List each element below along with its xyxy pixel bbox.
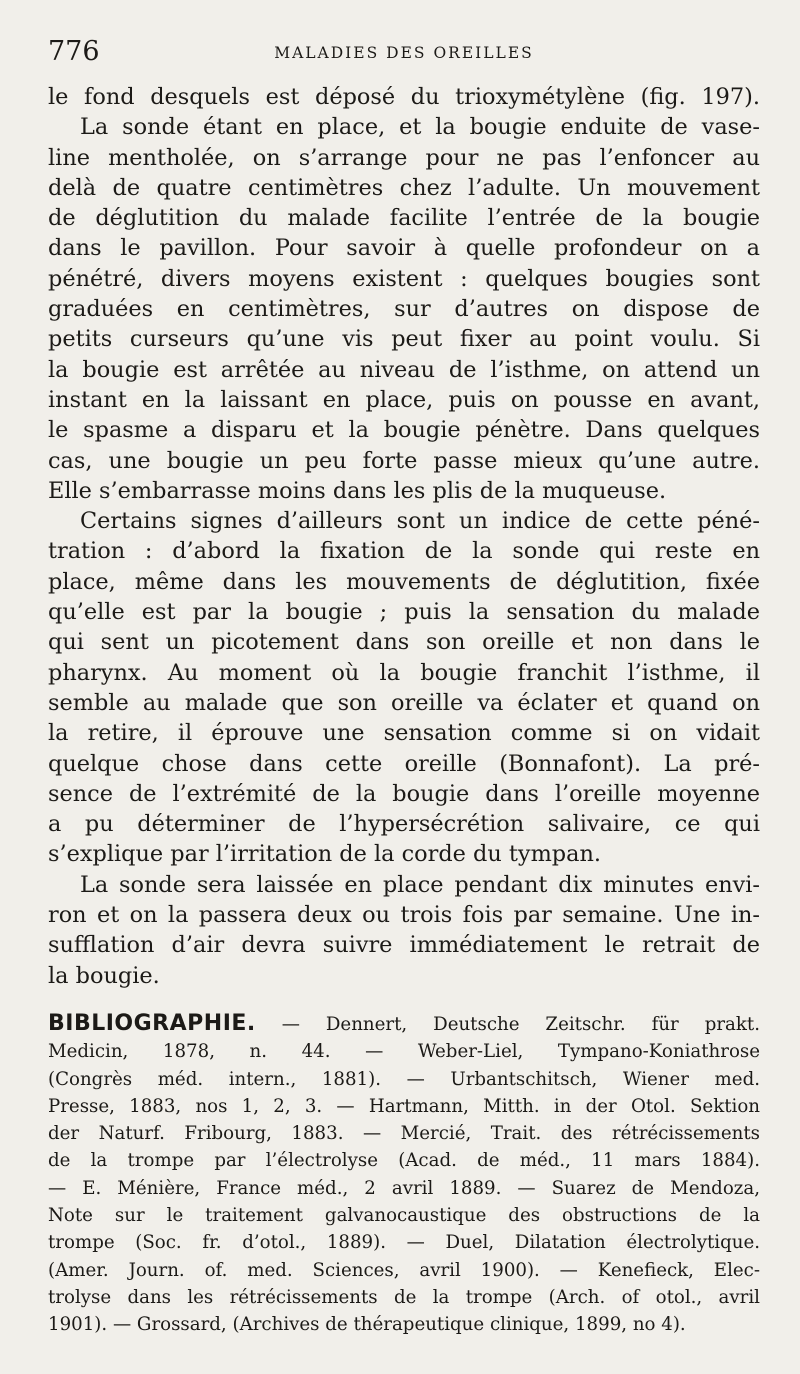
bibliography-line: 1901). — Grossard, (Archives de thérapeutique clinique, 1899, no 4). (48, 1314, 686, 1336)
text-line: place, même dans les mouvements de déglutition, fixée (48, 568, 760, 595)
bibliography-line: der Naturf. Fribourg, 1883. — Mercié, Trait. des rétrécissements (48, 1123, 760, 1145)
bibliography-heading: BIBLIOGRAPHIE. (48, 1011, 256, 1036)
body-text (48, 82, 760, 991)
text-line: sufflation d’air devra suivre immédiatement le retrait de (48, 932, 760, 959)
text-line: sence de l’extrémité de la bougie dans l’oreille moyenne (48, 780, 760, 807)
bibliography-line: de la trompe par l’électrolyse (Acad. de méd., 11 mars 1884). (48, 1150, 760, 1172)
bibliography-line: Presse, 1883, nos 1, 2, 3. — Hartmann, Mitth. in der Otol. Sektion (48, 1095, 760, 1117)
bibliography-first-line-rest: — Dennert, Deutsche Zeitschr. für prakt. (255, 1014, 760, 1035)
text-line: a pu déterminer de l’hypersécrétion salivaire, ce qui (48, 811, 760, 838)
bibliography-line: Medicin, 1878, n. 44. — Weber-Liel, Tympano-Koniathrose (48, 1041, 760, 1063)
text-line: Elle s’embarrasse moins dans les plis de la muqueuse. (48, 477, 667, 504)
bibliography-lines (48, 1038, 760, 1338)
text-line: quelque chose dans cette oreille (Bonnafont). La pré- (48, 750, 760, 777)
running-title: MALADIES DES OREILLES (274, 44, 534, 62)
text-line: la bougie. (48, 962, 160, 989)
bibliography-line: Note sur le traitement galvanocaustique des obstructions de la (48, 1205, 760, 1227)
text-line: pharynx. Au moment où la bougie franchit l’isthme, il (48, 659, 760, 686)
text-line: instant en la laissant en place, puis on pousse en avant, (48, 386, 760, 413)
text-line: La sonde sera laissée en place pendant dix minutes envi- (80, 871, 760, 898)
bibliography-line: — E. Ménière, France méd., 2 avril 1889. — Suarez de Mendoza, (48, 1177, 760, 1199)
page-header (48, 36, 760, 76)
text-line: ron et on la passera deux ou trois fois par semaine. Une in- (48, 902, 760, 929)
text-line: petits curseurs qu’une vis peut fixer au point voulu. Si (48, 326, 760, 353)
text-line: qu’elle est par la bougie ; puis la sensation du malade (48, 599, 760, 626)
text-line: Certains signes d’ailleurs sont un indice de cette péné- (80, 508, 760, 535)
bibliography-line: trolyse dans les rétrécissements de la trompe (Arch. of otol., avril (48, 1286, 760, 1308)
text-line: La sonde étant en place, et la bougie enduite de vase- (80, 114, 760, 141)
page-number: 776 (48, 36, 100, 67)
text-line: pénétré, divers moyens existent : quelques bougies sont (48, 265, 760, 292)
text-line: le spasme a disparu et la bougie pénètre. Dans quelques (48, 417, 760, 444)
text-line: tration : d’abord la fixation de la sonde qui reste en (48, 538, 760, 565)
bibliography-first-line (48, 1010, 760, 1038)
bibliography-line: (Amer. Journ. of. med. Sciences, avril 1900). — Kenefieck, Elec- (48, 1259, 760, 1281)
bibliography (48, 1010, 760, 1339)
text-line: la bougie est arrêtée au niveau de l’isthme, on attend un (48, 356, 760, 383)
text-line: line mentholée, on s’arrange pour ne pas l’enfoncer au (48, 144, 760, 171)
text-line: de déglutition du malade facilite l’entrée de la bougie (48, 205, 760, 232)
text-line: qui sent un picotement dans son oreille et non dans le (48, 629, 760, 656)
text-line: semble au malade que son oreille va éclater et quand on (48, 689, 760, 716)
bibliography-line: (Congrès méd. intern., 1881). — Urbantschitsch, Wiener med. (48, 1068, 760, 1090)
text-line: la retire, il éprouve une sensation comme si on vidait (48, 720, 760, 747)
bibliography-line: trompe (Soc. fr. d’otol., 1889). — Duel, Dilatation électrolytique. (48, 1232, 760, 1254)
text-line: delà de quatre centimètres chez l’adulte. Un mouvement (48, 174, 760, 201)
text-line: s’explique par l’irritation de la corde du tympan. (48, 841, 602, 868)
text-line: graduées en centimètres, sur d’autres on dispose de (48, 296, 760, 323)
text-line: dans le pavillon. Pour savoir à quelle profondeur on a (48, 235, 760, 262)
text-line: le fond desquels est déposé du trioxymétylène (fig. 197). (48, 84, 760, 110)
text-line: cas, une bougie un peu forte passe mieux qu’une autre. (48, 447, 760, 474)
